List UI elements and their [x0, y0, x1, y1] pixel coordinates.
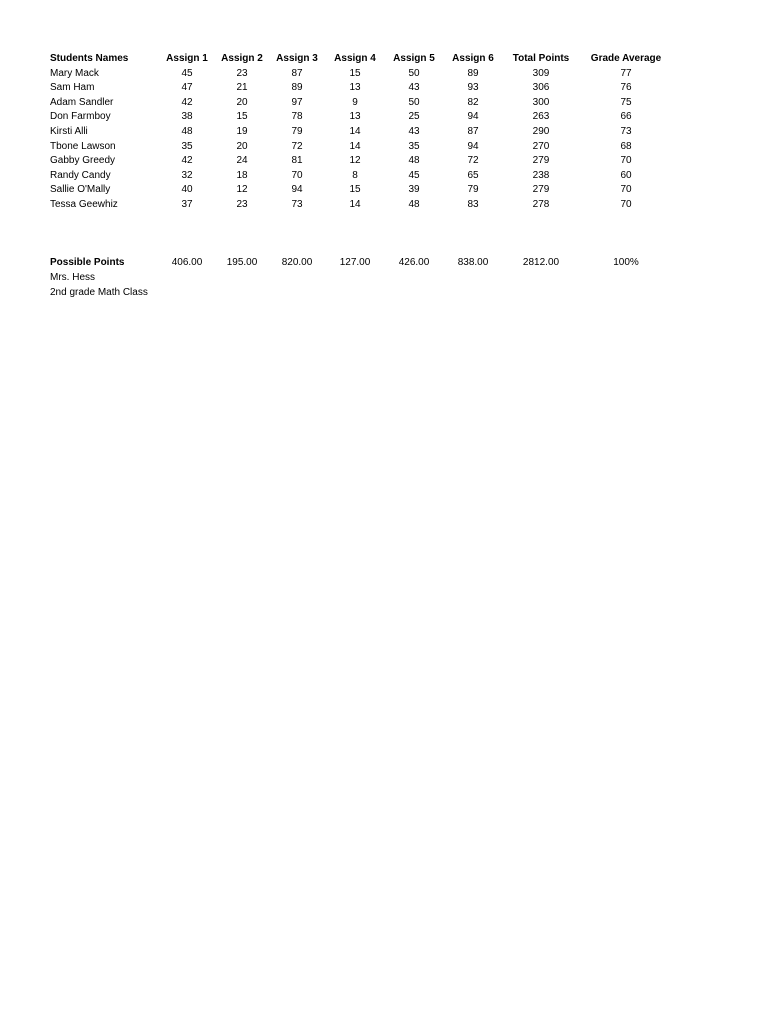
total-points: 309 — [532, 67, 550, 79]
assign-5-score: 50 — [408, 67, 420, 79]
assign-5-score: 48 — [408, 155, 420, 167]
assign-6-score: 65 — [467, 169, 479, 181]
assign-2-score: 23 — [236, 198, 248, 210]
assign-4-score: 14 — [349, 198, 361, 210]
assign-1-score: 38 — [181, 111, 193, 123]
assign-3-score: 97 — [291, 96, 303, 108]
assign-4-score: 9 — [352, 96, 358, 108]
assign-3-score: 94 — [291, 184, 303, 196]
grade-average: 70 — [620, 184, 632, 196]
teacher-name: Mrs. Hess — [50, 271, 95, 283]
assign-6-score: 72 — [467, 155, 479, 167]
student-name: Tbone Lawson — [50, 140, 116, 152]
assign-2-score: 21 — [236, 82, 248, 94]
assign-3-score: 78 — [291, 111, 303, 123]
grade-average: 66 — [620, 111, 632, 123]
total-points: 290 — [532, 125, 550, 137]
student-name: Mary Mack — [50, 67, 99, 79]
grade-average: 76 — [620, 82, 632, 94]
grade-average: 75 — [620, 96, 632, 108]
assign-2-score: 20 — [236, 140, 248, 152]
assign-2-score: 19 — [236, 125, 248, 137]
possible-points-label: Possible Points — [50, 257, 125, 269]
header-assign-1: Assign 1 — [166, 53, 208, 64]
assign-2-score: 24 — [236, 155, 248, 167]
student-name: Gabby Greedy — [50, 155, 116, 167]
total-points: 278 — [532, 198, 550, 210]
assign-4-score: 13 — [349, 82, 361, 94]
assign-3-score: 72 — [291, 140, 303, 152]
header-assign-6: Assign 6 — [452, 53, 494, 64]
total-points: 279 — [532, 184, 550, 196]
header-assign-3: Assign 3 — [276, 53, 318, 64]
assign-6-score: 83 — [467, 198, 479, 210]
header-assign-4: Assign 4 — [334, 53, 376, 64]
total-points: 238 — [532, 169, 550, 181]
possible-assign-1: 406.00 — [171, 257, 203, 269]
assign-5-score: 50 — [408, 96, 420, 108]
grade-average: 77 — [620, 67, 632, 79]
total-points: 306 — [532, 82, 550, 94]
grade-average: 68 — [620, 140, 632, 152]
total-points: 263 — [532, 111, 550, 123]
student-name: Don Farmboy — [50, 111, 111, 123]
total-points: 300 — [532, 96, 550, 108]
assign-4-score: 14 — [349, 125, 361, 137]
assign-1-score: 35 — [181, 140, 193, 152]
assign-5-score: 25 — [408, 111, 420, 123]
assign-1-score: 45 — [181, 67, 193, 79]
assign-5-score: 35 — [408, 140, 420, 152]
student-name: Sallie O'Mally — [50, 184, 111, 196]
assign-2-score: 15 — [236, 111, 248, 123]
grade-average: 70 — [620, 155, 632, 167]
assign-6-score: 87 — [467, 125, 479, 137]
assign-1-score: 32 — [181, 169, 193, 181]
possible-assign-5: 426.00 — [398, 257, 430, 269]
assign-2-score: 23 — [236, 67, 248, 79]
assign-2-score: 12 — [236, 184, 248, 196]
assign-6-score: 93 — [467, 82, 479, 94]
header-grade-average: Grade Average — [590, 53, 662, 64]
assign-1-score: 47 — [181, 82, 193, 94]
assign-6-score: 79 — [467, 184, 479, 196]
assign-2-score: 20 — [236, 96, 248, 108]
grade-average: 60 — [620, 169, 632, 181]
assign-5-score: 43 — [408, 125, 420, 137]
student-name: Tessa Geewhiz — [50, 198, 118, 210]
assign-4-score: 12 — [349, 155, 361, 167]
header-students-names: Students Names — [50, 53, 129, 64]
assign-4-score: 15 — [349, 67, 361, 79]
assign-4-score: 8 — [352, 169, 358, 181]
assign-4-score: 15 — [349, 184, 361, 196]
assign-3-score: 73 — [291, 198, 303, 210]
header-total-points: Total Points — [512, 53, 570, 64]
assign-6-score: 89 — [467, 67, 479, 79]
possible-grade-average: 100% — [613, 257, 639, 269]
assign-1-score: 42 — [181, 155, 193, 167]
student-name: Randy Candy — [50, 169, 111, 181]
possible-assign-2: 195.00 — [226, 257, 258, 269]
assign-3-score: 87 — [291, 67, 303, 79]
class-name: 2nd grade Math Class — [50, 286, 148, 298]
possible-total-points: 2812.00 — [522, 257, 560, 269]
assign-3-score: 79 — [291, 125, 303, 137]
total-points: 270 — [532, 140, 550, 152]
assign-4-score: 14 — [349, 140, 361, 152]
assign-4-score: 13 — [349, 111, 361, 123]
assign-6-score: 94 — [467, 111, 479, 123]
possible-assign-6: 838.00 — [457, 257, 489, 269]
header-assign-2: Assign 2 — [221, 53, 263, 64]
assign-5-score: 45 — [408, 169, 420, 181]
student-name: Kirsti Alli — [50, 125, 88, 137]
header-assign-5: Assign 5 — [393, 53, 435, 64]
assign-5-score: 39 — [408, 184, 420, 196]
assign-3-score: 81 — [291, 155, 303, 167]
assign-3-score: 70 — [291, 169, 303, 181]
assign-3-score: 89 — [291, 82, 303, 94]
assign-2-score: 18 — [236, 169, 248, 181]
total-points: 279 — [532, 155, 550, 167]
assign-1-score: 42 — [181, 96, 193, 108]
grade-average: 70 — [620, 198, 632, 210]
assign-5-score: 48 — [408, 198, 420, 210]
assign-6-score: 94 — [467, 140, 479, 152]
possible-assign-3: 820.00 — [281, 257, 313, 269]
student-name: Adam Sandler — [50, 96, 114, 108]
grade-average: 73 — [620, 125, 632, 137]
assign-6-score: 82 — [467, 96, 479, 108]
assign-1-score: 37 — [181, 198, 193, 210]
student-name: Sam Ham — [50, 82, 95, 94]
possible-assign-4: 127.00 — [339, 257, 371, 269]
assign-1-score: 48 — [181, 125, 193, 137]
assign-5-score: 43 — [408, 82, 420, 94]
assign-1-score: 40 — [181, 184, 193, 196]
